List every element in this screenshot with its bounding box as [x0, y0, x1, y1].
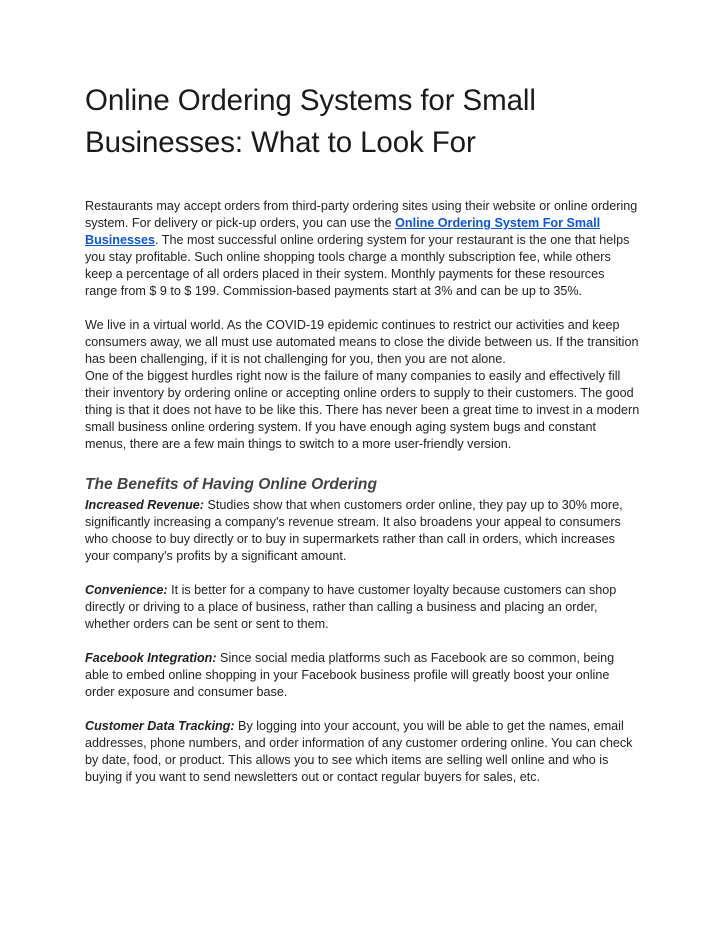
- benefit-increased-revenue: [85, 497, 640, 565]
- online-ordering-system-link[interactable]: Online Ordering System For Small Businesses: [85, 216, 601, 247]
- document-page: [85, 80, 640, 786]
- covid-paragraph: [85, 317, 640, 453]
- benefit-facebook-integration: [85, 650, 640, 701]
- page-title: Online Ordering Systems for Small Businesses: What to Look For: [85, 84, 536, 159]
- benefit-text: Since social media platforms such as Facebook are so common, being able to embed online shopping in your Facebook business profile will greatly boost your online order exposure and consumer base.: [85, 651, 615, 699]
- benefit-text: It is better for a company to have customer loyalty because customers can shop directly or driving to a place of business, rather than calling a business and placing an order, whether orders can be sent or sent to them.: [85, 583, 617, 631]
- intro-text-after-link: . The most successful online ordering system for your restaurant is the one that helps you stay profitable. Such online shopping tools charge a monthly subscription fee, while others keep a percentage of all orders placed in their system. Monthly payments for these resources range from $ 9 to $ 199. Commission-based payments start at 3% and can be up to 35%.: [85, 233, 630, 298]
- benefit-convenience: [85, 582, 640, 633]
- covid-paragraph-line2: One of the biggest hurdles right now is the failure of many companies to easily and effectively fill their inventory by ordering online or accepting online orders to supply to their customers. The good thing is that it does not have to be like this. There has never been a great time to invest in a modern small business online ordering system. If you have enough aging system bugs and constant menus, there are a few main things to switch to a more user-friendly version.: [85, 369, 640, 451]
- benefit-text: By logging into your account, you will be able to get the names, email addresses, phone numbers, and order information of any customer ordering online. You can check by date, food, or product. This allows you to see which items are selling well online and who is buying if you want to send newsletters out or contact regular buyers for sales, etc.: [85, 719, 633, 784]
- intro-text-before-link: Restaurants may accept orders from third-party ordering sites using their website or online ordering system. For delivery or pick-up orders, you can use the: [85, 199, 638, 230]
- benefits-heading: The Benefits of Having Online Ordering: [85, 476, 377, 493]
- intro-paragraph: [85, 198, 640, 300]
- benefit-term: Facebook Integration:: [85, 651, 217, 665]
- covid-paragraph-line1: We live in a virtual world. As the COVID-19 epidemic continues to restrict our activities and keep consumers away, we all must use automated means to close the divide between us. If the transition has been challenging, if it is not challenging for you, then you are not alone.: [85, 318, 639, 366]
- benefit-customer-data-tracking: [85, 718, 640, 786]
- benefit-term: Increased Revenue:: [85, 498, 204, 512]
- benefit-term: Convenience:: [85, 583, 168, 597]
- benefit-term: Customer Data Tracking:: [85, 719, 235, 733]
- benefit-text: Studies show that when customers order online, they pay up to 30% more, significantly increasing a company's revenue stream. It also broadens your appeal to consumers who choose to buy directly or to buy in supermarkets rather than call in orders, which increases your company's profits by a significant amount.: [85, 498, 623, 563]
